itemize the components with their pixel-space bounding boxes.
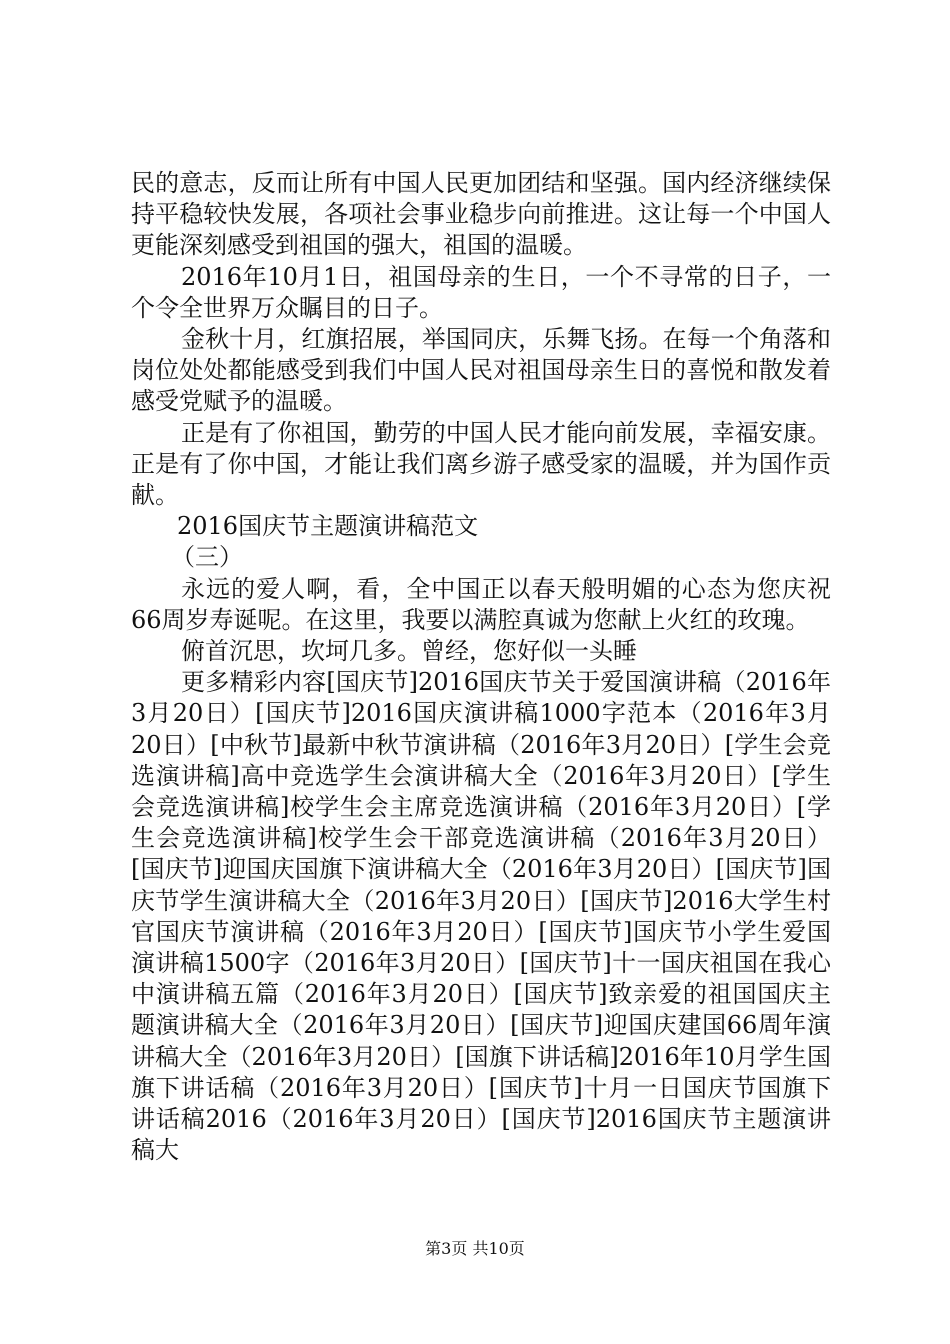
paragraph-motherland: 正是有了你祖国，勤劳的中国人民才能向前发展，幸福安康。正是有了你中国，才能让我们离乡游子感受家的温暖，并为国作贡献。 <box>131 418 831 510</box>
paragraph-national-day-date: 2016年10月1日，祖国母亲的生日，一个不寻常的日子，一个令全世界万众瞩目的日子。 <box>131 262 831 322</box>
page-number: 第3页 共10页 <box>425 1239 525 1258</box>
page-footer <box>0 1238 950 1260</box>
document-body <box>131 168 831 1167</box>
paragraph-golden-october: 金秋十月，红旗招展，举国同庆，乐舞飞扬。在每一个角落和岗位处处都能感受到我们中国人民对祖国母亲生日的喜悦和散发着感受党赋予的温暖。 <box>131 325 831 416</box>
paragraph-reflection: 俯首沉思，坎坷几多。曾经，您好似一头睡 <box>181 637 637 666</box>
paragraph-continuation: 民的意志，反而让所有中国人民更加团结和坚强。国内经济继续保持平稳较快发展，各项社会事业稳步向前推进。这让每一个中国人更能深刻感受到祖国的强大，祖国的温暖。 <box>131 169 831 260</box>
section-title: 2016国庆节主题演讲稿范文 <box>177 512 479 541</box>
related-articles-list: 更多精彩内容[国庆节]2016国庆节关于爱国演讲稿（2016年3月20日）[国庆节]2016国庆演讲稿1000字范本（2016年3月20日）[中秋节]最新中秋节演讲稿（2016年3月20日）[学生会竞选演讲稿]高中竞选学生会演讲稿大全（2016年3月20日）[学生会竞选演讲稿]校学生会主席竞选演讲稿（2016年3月20日）[学生会竞选演讲稿]校学生会干部竞选演讲稿（2016年3月20日）[国庆节]迎国庆国旗下演讲稿大全（2016年3月20日）[国庆节]国庆节学生演讲稿大全（2016年3月20日）[国庆节]2016大学生村官国庆节演讲稿（2016年3月20日）[国庆节]国庆节小学生爱国演讲稿1500字（2016年3月20日）[国庆节]十一国庆祖国在我心中演讲稿五篇（2016年3月20日）[国庆节]致亲爱的祖国国庆主题演讲稿大全（2016年3月20日）[国庆节]迎国庆建国66周年演讲稿大全（2016年3月20日）[国旗下讲话稿]2016年10月学生国旗下讲话稿（2016年3月20日）[国庆节]十月一日国庆节国旗下讲话稿2016（2016年3月20日）[国庆节]2016国庆节主题演讲稿大 <box>131 668 831 1165</box>
paragraph-beloved: 永远的爱人啊，看，全中国正以春天般明媚的心态为您庆祝66周岁寿诞呢。在这里，我要以满腔真诚为您献上火红的玫瑰。 <box>131 574 831 634</box>
section-number: （三） <box>171 543 243 572</box>
